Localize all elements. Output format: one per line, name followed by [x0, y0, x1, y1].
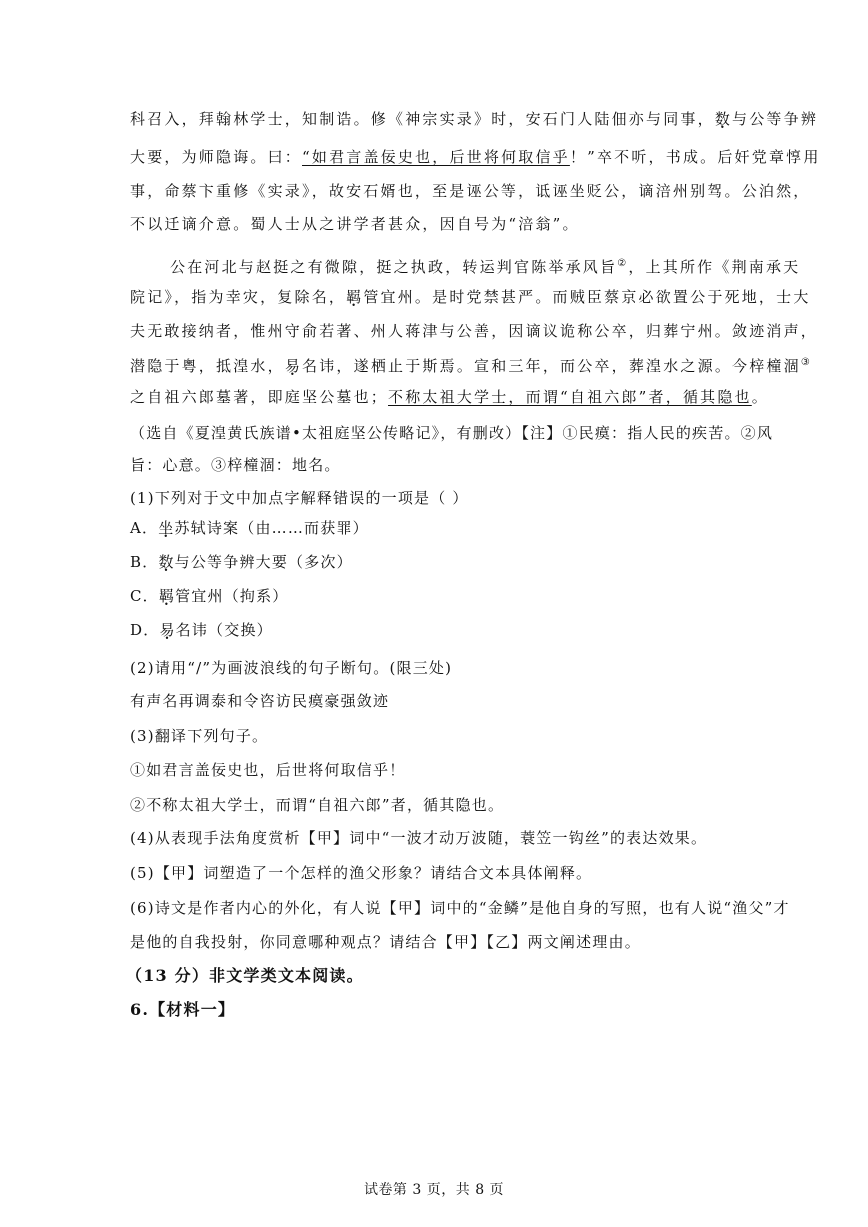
- section-header: [126, 965, 364, 987]
- option-label: C．: [130, 587, 159, 605]
- text-run: 名讳，遂栖止于斯焉。宣和三年，而公卒，葬湟水之源。今梓橦涸: [302, 357, 801, 375]
- option-label: B．: [130, 553, 159, 571]
- question-1: [130, 487, 469, 509]
- text-run: ①如君言盖佞史也，后世将何取信乎！: [130, 761, 406, 779]
- underlined-sentence: “如君言盖佞史也，后世将何取信乎: [302, 148, 570, 166]
- text-run: ，上其所作《荆南承天: [628, 258, 801, 276]
- dotted-char: 羁: [346, 288, 364, 306]
- underlined-sentence: 不称太祖大学士，而谓“自祖六郎”者，循其隐也: [388, 388, 752, 406]
- dotted-char: 数: [714, 110, 733, 128]
- passage-line-7: [130, 320, 818, 342]
- option-text: 苏轼诗案（由……而获罪）: [174, 519, 369, 537]
- text-run: 科召入，拜翰林学士，知制诰。修《神宗实录》时，安石门人陆佃亦与同事，: [130, 110, 715, 128]
- passage-line-4: [130, 213, 580, 235]
- option-label: D．: [130, 621, 160, 639]
- question-6-cont: [130, 931, 641, 953]
- question-6: [130, 897, 790, 919]
- question-3-item-2: [130, 794, 504, 816]
- material-label: [130, 999, 235, 1021]
- text-run: 有声名再调泰和令咨访民瘼豪强敛迹: [130, 692, 390, 710]
- dotted-char: 羁: [158, 587, 176, 605]
- dotted-char: 坐: [158, 519, 175, 537]
- dotted-char: 数: [158, 553, 175, 571]
- footnote-mark: ②: [617, 258, 629, 269]
- text-run: (3)翻译下列句子。: [130, 727, 269, 745]
- page-footer: 试卷第 3 页，共 8 页: [363, 1182, 505, 1198]
- text-run: 。: [751, 388, 769, 406]
- question-3: [130, 725, 268, 747]
- text-run: (4)从表现手法角度赏析【甲】词中“一波才动万波随，蓑笠一钩丝”的表达效果。: [130, 829, 708, 847]
- text-run: (2)请用“/”为画波浪线的句子断句。(限三处): [130, 659, 453, 677]
- option-text: 与公等争辨大要（多次）: [174, 553, 353, 571]
- source-note-cont: [130, 454, 341, 476]
- text-run: 旨：心意。③梓橦涸：地名。: [130, 456, 341, 474]
- text-run: （选自《夏湟黄氏族谱•太祖庭坚公传略记》，有删改）【注】①民瘼：指人民的疾苦。②风: [130, 424, 774, 442]
- question-2: [130, 657, 452, 679]
- text-run: 不以迁谪介意。蜀人士从之讲学者甚众，因自号为“涪翁”。: [130, 215, 580, 233]
- text-run: (1)下列对于文中加点字解释错误的一项是（ ）: [130, 489, 469, 507]
- option-a: [130, 517, 369, 539]
- text-run: 公在河北与赵挺之有微隙，挺之执政，转运判官陈举承风旨: [170, 258, 618, 276]
- text-run: 夫无敢接纳者，惟州守俞若著、州人蒋津与公善，因谪议诡称公卒，归葬宁州。敛迹消声，: [130, 322, 819, 340]
- footnote-mark: ③: [800, 357, 812, 368]
- option-text: 名讳（交换）: [175, 621, 273, 639]
- text-run: ！”卒不听，书成。后奸党章惇用: [569, 148, 821, 166]
- option-b: [130, 551, 353, 573]
- text-run: ②不称太祖大学士，而谓“自祖六郎”者，循其隐也。: [130, 796, 505, 814]
- text-run: 管宜州。是时党禁甚严。而贼臣蔡京必欲置公于死地，士大: [363, 288, 811, 306]
- text-run: 之自祖六郎墓著，即庭坚公墓也；: [130, 388, 389, 406]
- question-5: [130, 862, 592, 884]
- dotted-char: 易: [159, 621, 176, 639]
- text-run: 与公等争辨: [732, 110, 819, 128]
- text-run: 潜隐于粤，抵湟水，: [130, 357, 285, 375]
- text-run: 6.【材料一】: [130, 1000, 236, 1019]
- text-run: 是他的自我投射，你同意哪种观点？请结合【甲】【乙】两文阐述理由。: [130, 933, 641, 951]
- passage-line-2: [130, 146, 821, 168]
- option-label: A．: [130, 519, 159, 537]
- text-run: 大要，为师隐诲。曰：: [130, 148, 303, 166]
- passage-line-6: [130, 286, 811, 308]
- passage-line-9: [130, 386, 769, 408]
- question-3-item-1: [130, 759, 405, 781]
- text-run: 事，命蔡卞重修《实录》，故安石婿也，至是诬公等，诋诬坐贬公，谪涪州别驾。公泊然，: [130, 182, 811, 200]
- text-run: （13 分）非文学类文本阅读。: [126, 966, 364, 985]
- question-2-text: [130, 690, 389, 712]
- passage-line-3: [130, 180, 811, 202]
- text-run: (5)【甲】词塑造了一个怎样的渔父形象？请结合文本具体阐释。: [130, 864, 593, 882]
- text-run: (6)诗文是作者内心的外化，有人说【甲】词中的“金鳞”是他自身的写照，也有人说“渔父”才: [130, 899, 790, 917]
- passage-line-5: [170, 253, 800, 278]
- passage-line-1: [130, 108, 818, 130]
- dotted-char: 易: [284, 357, 303, 375]
- option-text: 管宜州（拘系）: [175, 587, 289, 605]
- option-d: [130, 619, 273, 641]
- question-4: [130, 827, 707, 849]
- text-run: 院记》，指为幸灾，复除名，: [130, 288, 347, 306]
- passage-line-8: [130, 352, 812, 377]
- option-c: [130, 585, 289, 607]
- source-note: [130, 422, 773, 444]
